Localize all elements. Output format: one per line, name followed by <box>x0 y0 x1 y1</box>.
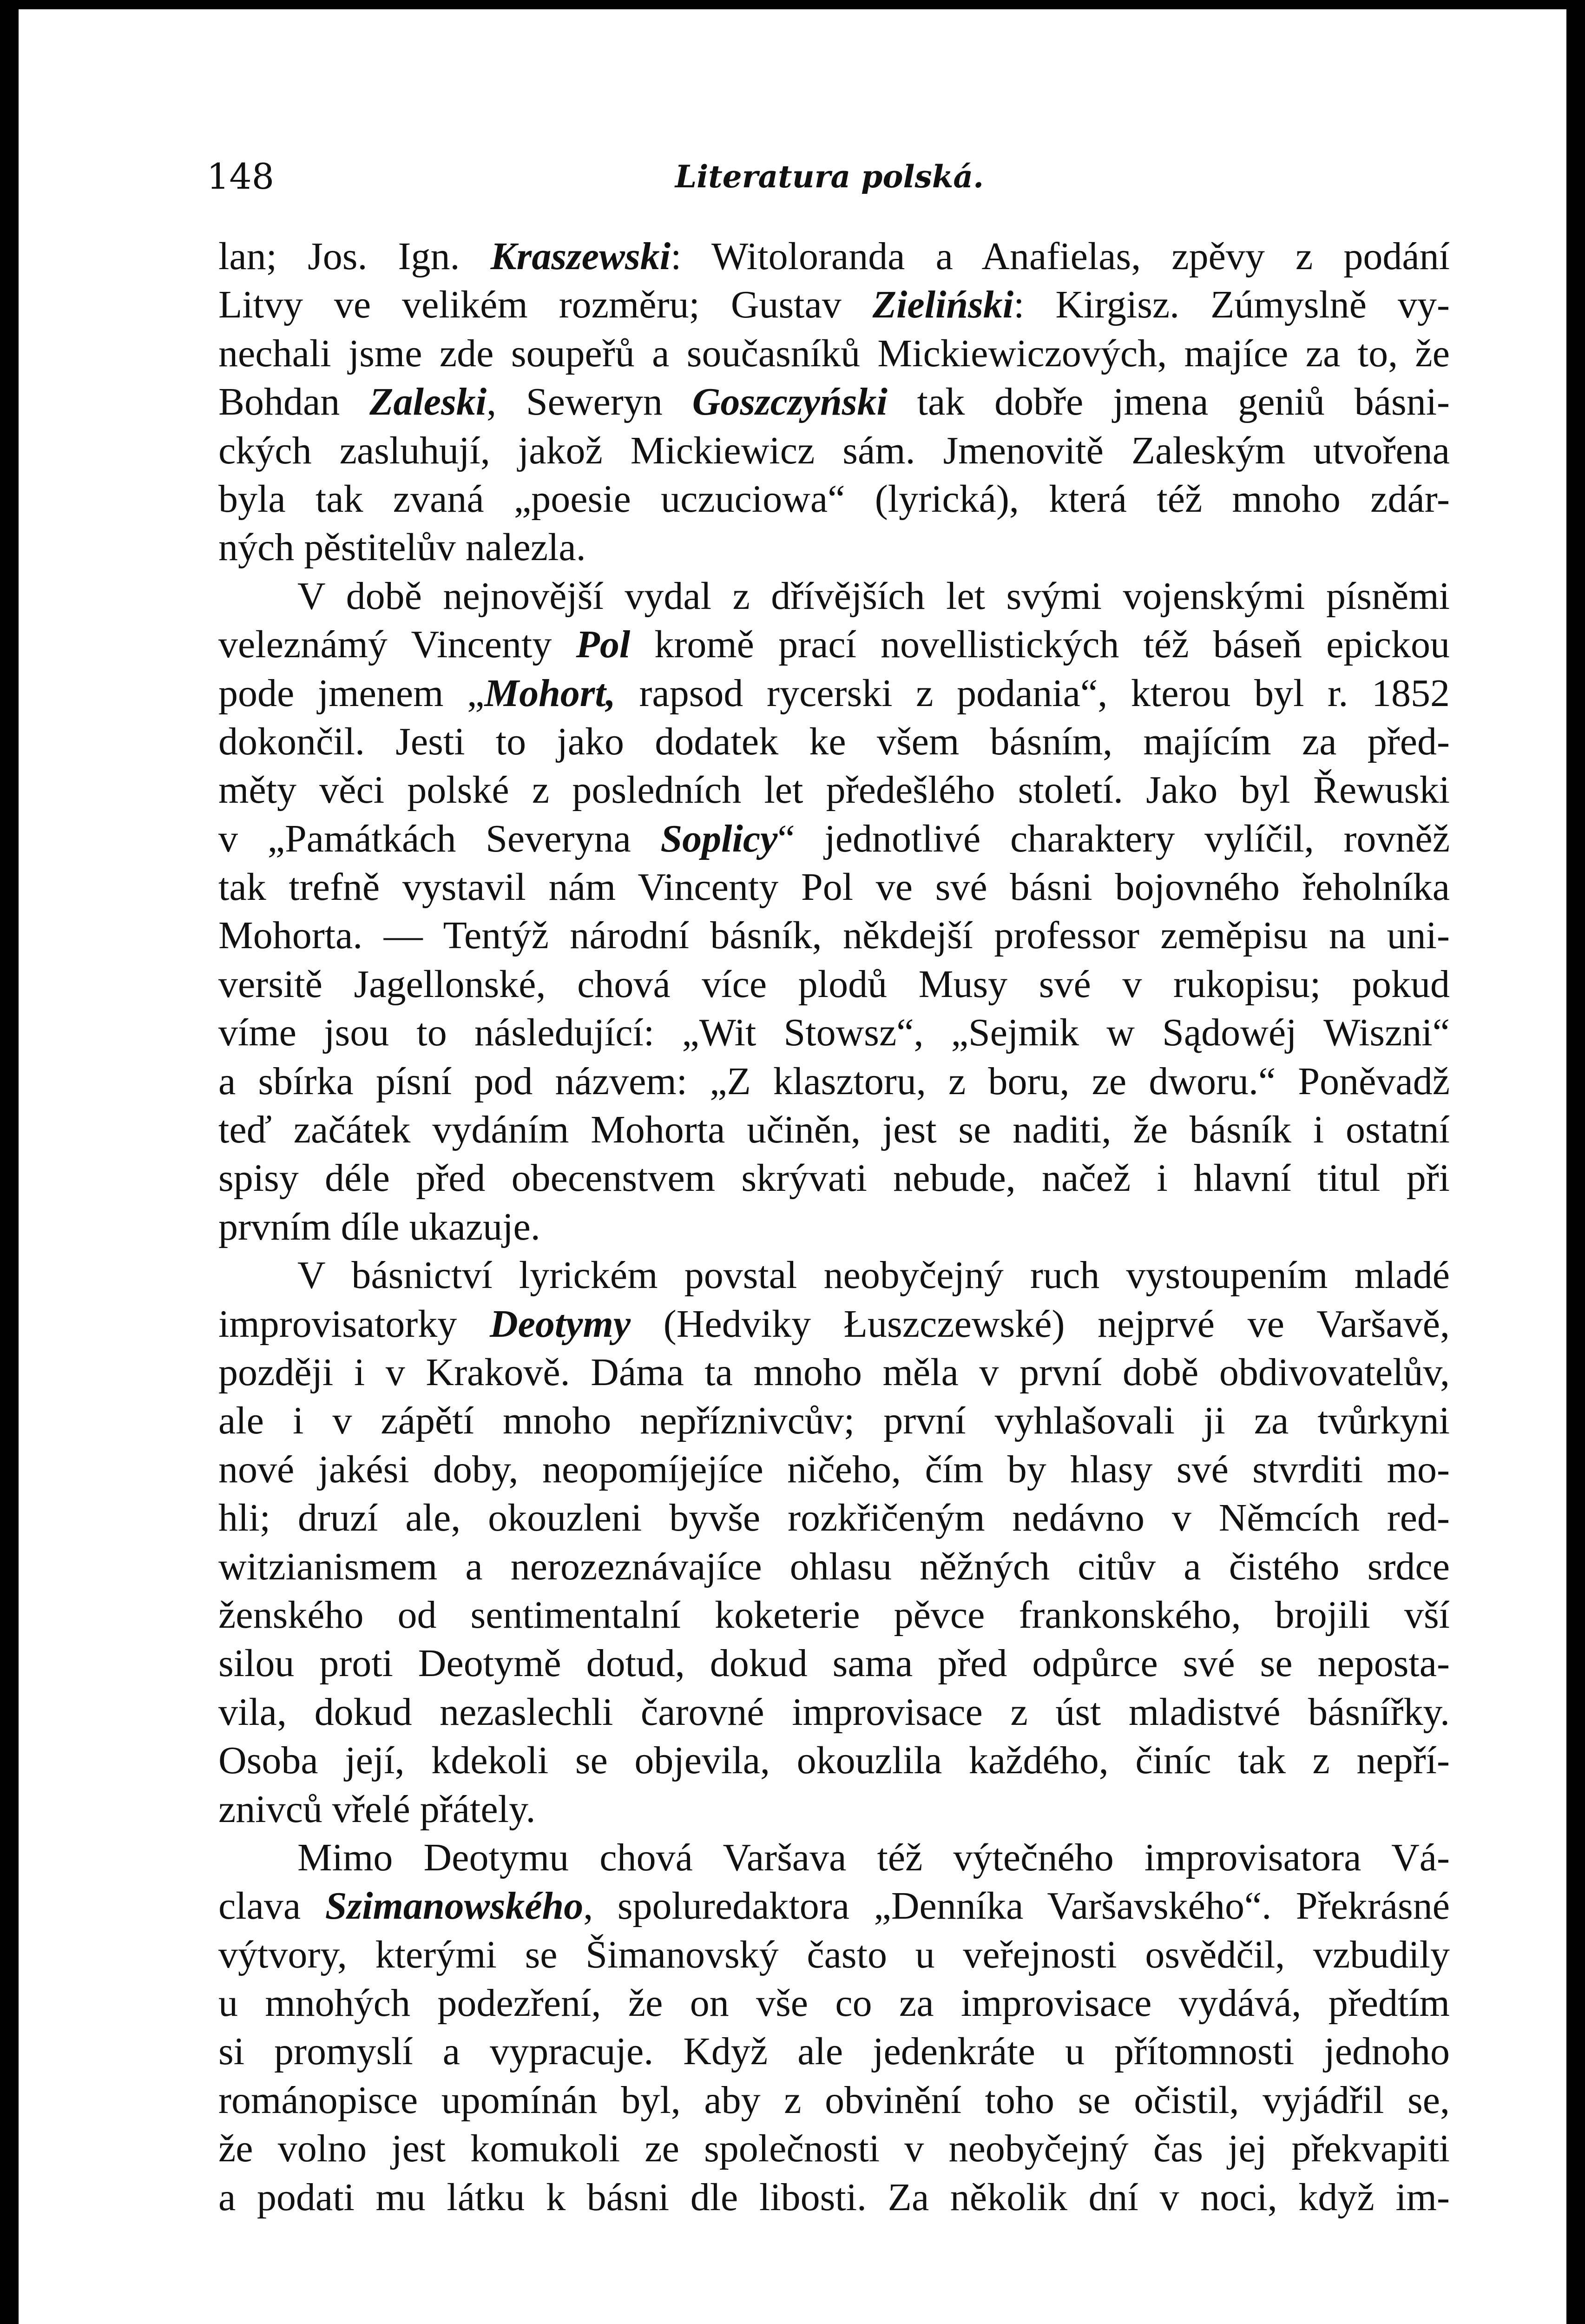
text-run: nechali jsme zde soupeřů a současníků Mickiewiczových, majíce za to, že <box>218 331 1450 375</box>
text-run: a sbírka písní pod názvem: „Z klasztoru, z boru, ze dworu.“ Poněvadž <box>218 1059 1450 1103</box>
text-run: lan; Jos. Ign. <box>218 235 491 278</box>
text-run: víme jsou to následující: „Wit Stowsz“, „Sejmik w Sądowéj Wiszni“ <box>218 1011 1450 1055</box>
text-run: silou proti Deotymě dotud, dokud sama před odpůrce své se neposta- <box>218 1642 1450 1685</box>
text-line <box>218 1154 1450 1202</box>
text-run: V době nejnovější vydal z dřívějších let svými vojenskými písněmi <box>297 574 1450 618</box>
text-line <box>218 1397 1450 1445</box>
emphasized-name: Zaleski <box>369 380 487 424</box>
text-run: že volno jest komukoli ze společnosti v neobyčejný čas jej překvapiti <box>218 2127 1450 2171</box>
text-line <box>218 1348 1450 1397</box>
text-line <box>218 330 1450 378</box>
text-run: , spoluredaktora „Denníka Varšavského“. Překrásné <box>583 1884 1450 1928</box>
emphasized-name: Pol <box>576 623 631 667</box>
text-line <box>218 1785 1450 1834</box>
text-run: a podati mu látku k básni dle libosti. Za několik dní v noci, když im- <box>218 2175 1450 2219</box>
text-line <box>218 863 1450 911</box>
text-line <box>218 475 1450 523</box>
text-line <box>218 1057 1450 1106</box>
text-run: měty věci polské z posledních let předešlého století. Jako byl Řewuski <box>218 768 1450 812</box>
text-run: pode jmenem „ <box>218 671 485 715</box>
text-line <box>218 2173 1450 2222</box>
emphasized-name: Zieliński <box>872 283 1014 327</box>
emphasized-name: Goszczyński <box>692 380 888 424</box>
text-line <box>218 1834 1450 1882</box>
text-line <box>218 1931 1450 1979</box>
text-line <box>218 766 1450 814</box>
text-run: clava <box>218 1884 325 1928</box>
text-line <box>218 2027 1450 2076</box>
text-run: později i v Krakově. Dáma ta mnoho měla v první době obdivovatelův, <box>218 1350 1450 1394</box>
text-run: vila, dokud nezaslechli čarovné improvisace z úst mladistvé básnířky. <box>218 1690 1450 1734</box>
text-line <box>218 281 1450 329</box>
text-run: Osoba její, kdekoli se objevila, okouzlila každého, činíc tak z nepří- <box>218 1739 1450 1783</box>
text-run: : Witoloranda a Anafielas, zpěvy z podání <box>671 235 1450 278</box>
text-line <box>218 232 1450 281</box>
text-run: byla tak zvaná „poesie uczuciowa“ (lyrická), která též mnoho zdár- <box>218 477 1450 521</box>
text-line <box>218 2076 1450 2125</box>
text-run: V básnictví lyrickém povstal neobyčejný ruch vystoupením mladé <box>297 1254 1450 1297</box>
emphasized-name: Soplicy <box>660 817 778 860</box>
text-run: u mnohých podezření, že on vše co za improvisace vydává, předtím <box>218 1981 1450 2025</box>
page-number: 148 <box>207 156 275 197</box>
text-line <box>218 1300 1450 1348</box>
text-run: v „Památkách Severyna <box>218 817 661 860</box>
text-line <box>218 718 1450 766</box>
text-run: prvním díle ukazuje. <box>218 1205 540 1248</box>
text-run: rapsod rycerski z podania“, kterou byl r. 1852 <box>615 671 1450 715</box>
text-run: románopisce upomínán byl, aby z obvinění toho se očistil, vyjádřil se, <box>218 2078 1450 2122</box>
text-line <box>218 1251 1450 1300</box>
text-line <box>218 523 1450 572</box>
text-run: si promyslí a vypracuje. Když ale jedenkráte u přítomnosti jednoho <box>218 2030 1450 2073</box>
text-line <box>218 1009 1450 1057</box>
text-run: ženského od sentimentalní koketerie pěvce frankonského, brojili vší <box>218 1593 1450 1637</box>
text-run: nové jakési doby, neopomíjejíce ničeho, čím by hlasy své stvrditi mo- <box>218 1447 1450 1491</box>
text-line <box>218 621 1450 669</box>
text-run: tak trefně vystavil nám Vincenty Pol ve své básni bojovného řeholníka <box>218 865 1450 909</box>
text-run: versitě Jagellonské, chová více plodů Musy své v rukopisu; pokud <box>218 962 1450 1006</box>
emphasized-name: Szimanowského <box>325 1884 584 1928</box>
text-run: , Seweryn <box>487 380 692 424</box>
text-run: veleznámý Vincenty <box>218 623 576 667</box>
text-line <box>218 1736 1450 1785</box>
text-run: : Kirgisz. Zúmyslně vy- <box>1013 283 1450 327</box>
emphasized-name: Deotymy <box>489 1302 631 1346</box>
text-run: “ jednotlivé charaktery vylíčil, rovněž <box>777 817 1450 860</box>
text-run: znivců vřelé přátely. <box>218 1787 536 1831</box>
running-title: Literatura polská. <box>675 158 984 195</box>
text-run: výtvory, kterými se Šimanovský často u veřejnosti osvědčil, vzbudily <box>218 1933 1450 1976</box>
text-run: (Hedviky Łuszczewské) nejprvé ve Varšavě, <box>631 1302 1450 1346</box>
text-run: teď začátek vydáním Mohorta učiněn, jest se naditi, že básník i ostatní <box>218 1108 1450 1152</box>
text-run: witzianismem a nerozeznávajíce ohlasu něžných citův a čistého srdce <box>218 1545 1450 1588</box>
text-line <box>218 960 1450 1009</box>
text-run: hli; druzí ale, okouzleni byvše rozkřičeným nedávno v Němcích red- <box>218 1496 1450 1540</box>
text-line <box>218 1446 1450 1494</box>
text-run: kromě prací novellistických též báseň epickou <box>630 623 1450 667</box>
text-line <box>218 2125 1450 2173</box>
text-run: ných pěstitelův nalezla. <box>218 526 586 569</box>
text-run: improvisatorky <box>218 1302 490 1346</box>
text-line <box>218 1882 1450 1930</box>
text-run: spisy déle před obecenstvem skrývati nebude, načež i hlavní titul při <box>218 1156 1450 1200</box>
text-line <box>218 815 1450 863</box>
text-line <box>218 572 1450 621</box>
emphasized-name: Mohort, <box>484 671 616 715</box>
text-run: Mimo Deotymu chová Varšava též výtečného improvisatora Vá- <box>297 1835 1450 1879</box>
text-run: tak dobře jmena geniů básni- <box>887 380 1450 424</box>
text-line <box>218 1639 1450 1688</box>
text-line <box>218 1106 1450 1154</box>
text-line <box>218 669 1450 718</box>
text-line <box>218 1979 1450 2027</box>
text-run: dokončil. Jesti to jako dodatek ke všem básním, majícím za před- <box>218 720 1450 763</box>
text-run: ale i v zápětí mnoho nepříznivcův; první vyhlašovali ji za tvůrkyni <box>218 1399 1450 1443</box>
text-run: Litvy ve velikém rozměru; Gustav <box>218 283 873 327</box>
text-line <box>218 1688 1450 1736</box>
text-line <box>218 1203 1450 1251</box>
book-page <box>19 9 1566 2324</box>
text-run: Bohdan <box>218 380 370 424</box>
text-line <box>218 911 1450 960</box>
text-run: ckých zasluhují, jakož Mickiewicz sám. Jmenovitě Zaleským utvořena <box>218 429 1450 472</box>
text-line <box>218 427 1450 475</box>
page-header <box>207 149 1452 205</box>
emphasized-name: Kraszewski <box>490 235 671 278</box>
text-run: Mohorta. — Tentýž národní básník, někdejší professor zeměpisu na uni- <box>218 914 1450 957</box>
text-line <box>218 1494 1450 1542</box>
body-text <box>218 232 1450 2222</box>
text-line <box>218 1591 1450 1639</box>
text-line <box>218 1543 1450 1591</box>
text-line <box>218 378 1450 426</box>
